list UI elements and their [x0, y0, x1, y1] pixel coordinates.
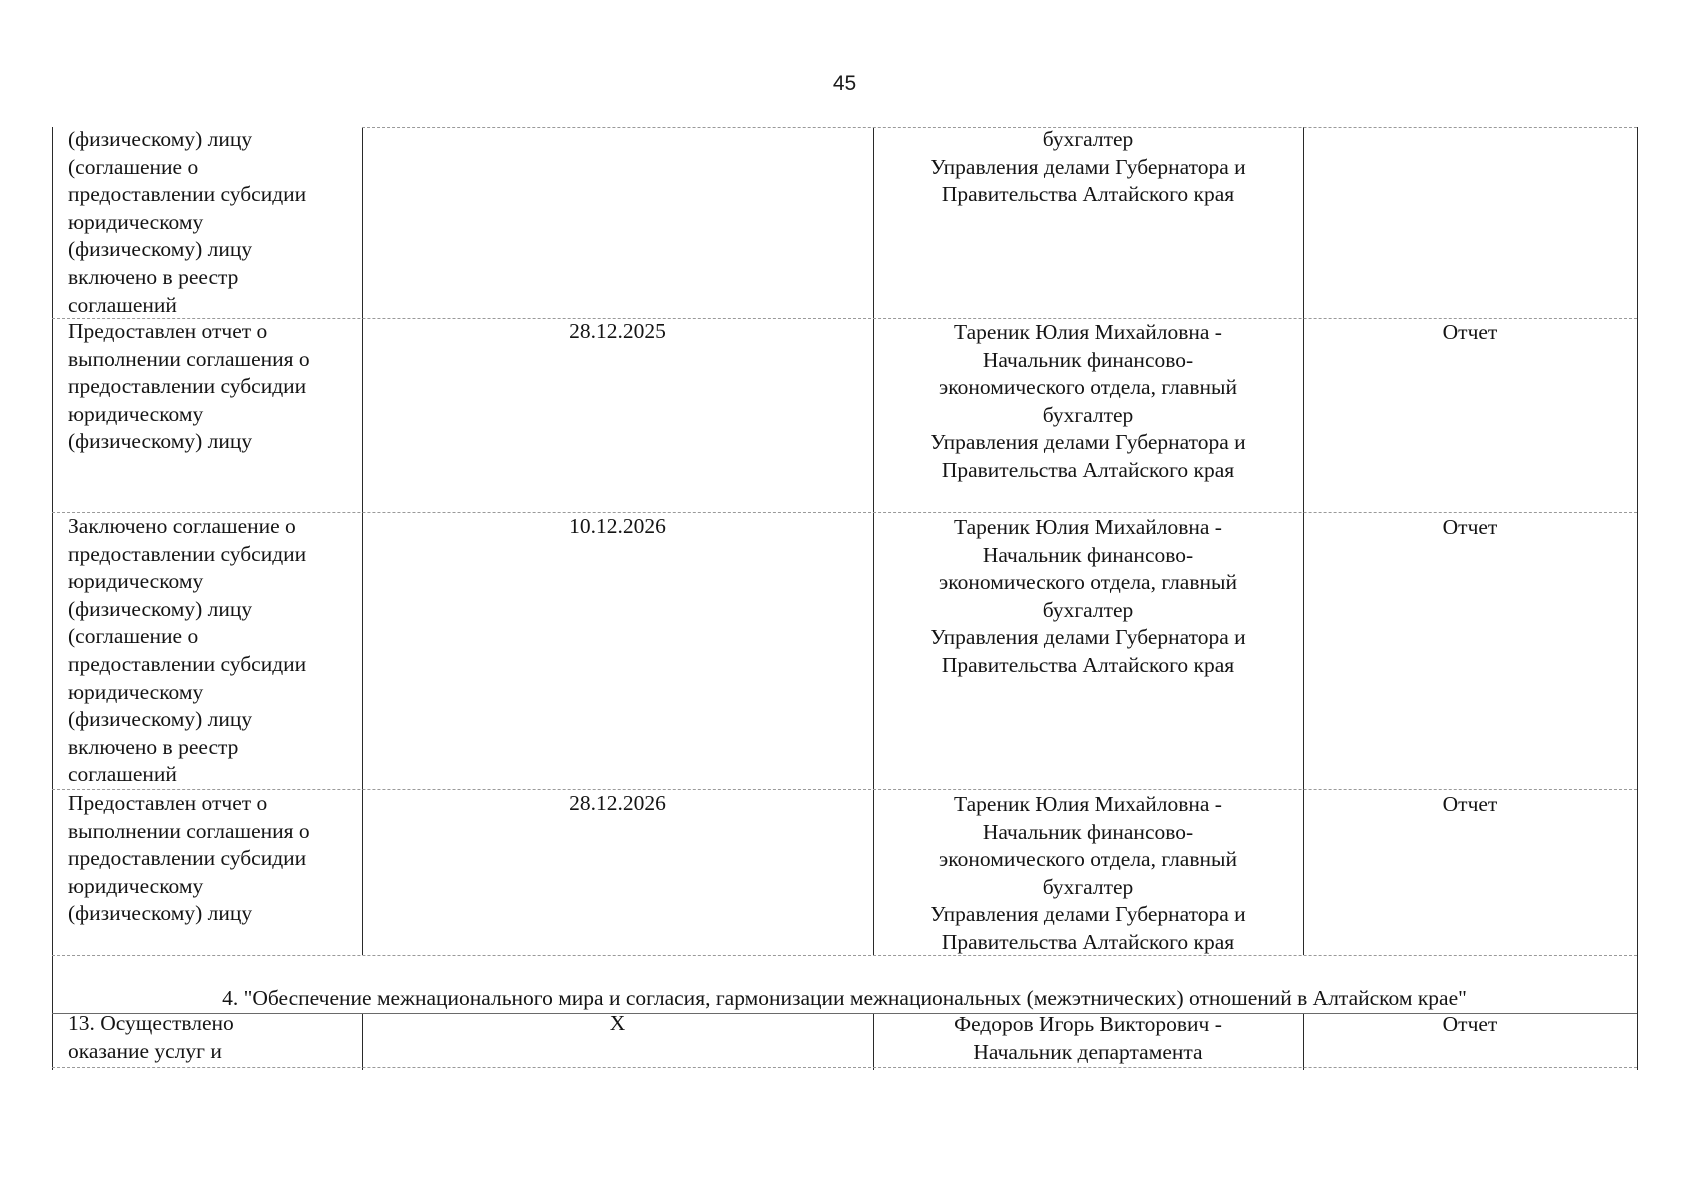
row-date: 10.12.2026 [569, 514, 666, 538]
row-description: Предоставлен отчет о выполнении соглашения о предоставлении субсидии юридическому (физическому) лицу [68, 319, 310, 454]
row-date: 28.12.2026 [569, 791, 666, 815]
table-divider-1 [362, 127, 363, 955]
table-bottom-rule [52, 1067, 1637, 1068]
row-responsible: Федоров Игорь Викторович - Начальник департамента [954, 1012, 1222, 1064]
row-separator [52, 955, 1637, 956]
row-responsible: Тареник Юлия Михайловна - Начальник финансово- экономического отдела, главный бухгалтер Управления делами Губернатора и Правительства Алтайского края [930, 792, 1246, 954]
row-document: Отчет [1442, 320, 1498, 344]
row-date: 28.12.2025 [569, 319, 666, 343]
row-responsible: Тареник Юлия Михайловна - Начальник финансово- экономического отдела, главный бухгалтер Управления делами Губернатора и Правительства Алтайского края [930, 320, 1246, 482]
section-title: 4. "Обеспечение межнационального мира и согласия, гармонизации межнациональных (межэтнических) отношений в Алтайском крае" [222, 986, 1467, 1010]
row-document: Отчет [1442, 515, 1498, 539]
row-description: 13. Осуществлено оказание услуг и [68, 1011, 234, 1063]
page-number: 45 [832, 72, 857, 95]
row-description: Заключено соглашение о предоставлении субсидии юридическому (физическому) лицу (соглашение о предоставлении субсидии юридическому (физическому) лицу включено в реестр соглашений [68, 514, 307, 787]
row-document: Отчет [1442, 792, 1498, 816]
row-responsible: Тареник Юлия Михайловна - Начальник финансово- экономического отдела, главный бухгалтер Управления делами Губернатора и Правительства Алтайского края [930, 515, 1246, 677]
row-responsible: бухгалтер Управления делами Губернатора и Правительства Алтайского края [930, 127, 1246, 207]
row-description: Предоставлен отчет о выполнении соглашения о предоставлении субсидии юридическому (физическому) лицу [68, 791, 310, 926]
row-document: Отчет [1442, 1012, 1498, 1036]
row-description: (физическому) лицу (соглашение о предоставлении субсидии юридическому (физическому) лицу включено в реестр соглашений [68, 127, 307, 317]
table-border-left [52, 127, 53, 1070]
row-date: X [609, 1011, 626, 1035]
table-border-right [1637, 127, 1638, 1070]
